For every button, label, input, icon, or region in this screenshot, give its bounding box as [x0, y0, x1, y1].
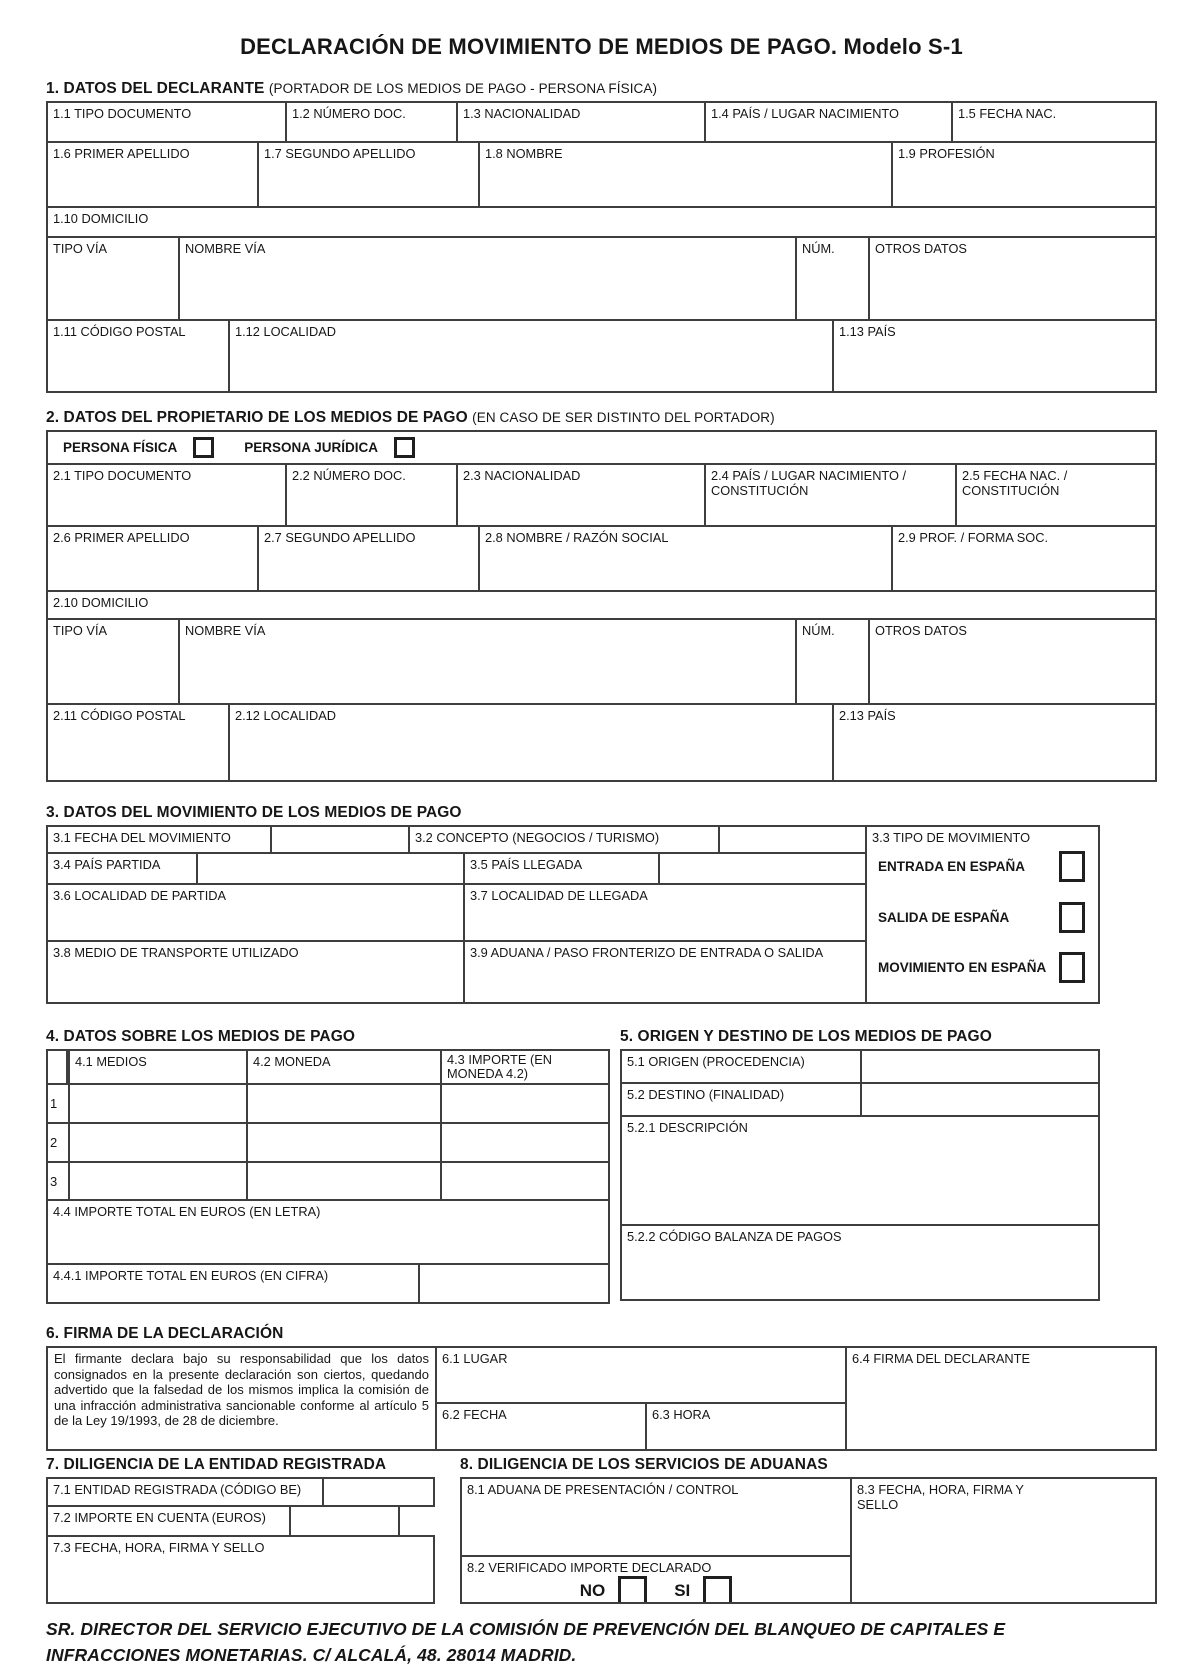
section8: [460, 1456, 1157, 1604]
moneda-3-input[interactable]: [248, 1163, 442, 1199]
field-4-4-1-label: 4.4.1 IMPORTE TOTAL EN EUROS (EN CIFRA): [53, 1268, 329, 1283]
entrada-espana-checkbox[interactable]: [1059, 851, 1085, 882]
field-3-7-localidad-llegada[interactable]: [465, 885, 865, 940]
field-1-num[interactable]: [797, 238, 870, 319]
section2-heading: [46, 409, 1157, 427]
field-5-1-origen: [622, 1051, 862, 1082]
field-5-2-1-descripcion[interactable]: [622, 1117, 1098, 1224]
field-5-2-destino: [622, 1084, 862, 1115]
column-4-3-label: 4.3 IMPORTE (EN MONEDA 4.2): [447, 1052, 553, 1082]
field-6-3-hora[interactable]: [647, 1404, 845, 1449]
section1-row-domicilio: [48, 208, 1155, 238]
field-1-nombre-via-label: NOMBRE VÍA: [185, 241, 266, 256]
field-1-2-label: 1.2 NÚMERO DOC.: [292, 106, 406, 121]
field-6-3-label: 6.3 HORA: [652, 1407, 711, 1422]
section4-heading: 4. DATOS SOBRE LOS MEDIOS DE PAGO: [46, 1028, 356, 1045]
section5-row-origen: [622, 1051, 1098, 1084]
field-2-4-label: 2.4 PAÍS / LUGAR NACIMIENTO / CONSTITUCIÓN: [711, 468, 907, 499]
field-2-4-pais-lugar-nacimiento-constitucion[interactable]: [706, 465, 957, 525]
field-1-3-label: 1.3 NACIONALIDAD: [463, 106, 581, 121]
column-4-1-label: 4.1 MEDIOS: [75, 1054, 147, 1069]
field-6-1-label: 6.1 LUGAR: [442, 1351, 508, 1366]
field-2-tipo-via-label: TIPO VÍA: [53, 623, 108, 638]
section3-row-paises: [48, 854, 865, 885]
section3-heading: 3. DATOS DEL MOVIMIENTO DE LOS MEDIOS DE PAGO: [46, 804, 462, 821]
section3-table: [46, 825, 1100, 1004]
section5: [620, 1028, 1100, 1301]
section1-heading-bold: 1. DATOS DEL DECLARANTE: [46, 80, 265, 97]
field-3-7-label: 3.7 LOCALIDAD DE LLEGADA: [470, 888, 648, 903]
field-2-nombre-via[interactable]: [180, 620, 797, 703]
field-7-2-importe-cuenta: [48, 1507, 291, 1535]
section1-row-via: [48, 238, 1155, 321]
field-6-2-label: 6.2 FECHA: [442, 1407, 507, 1422]
field-2-num-label: NÚM.: [802, 623, 835, 638]
field-5-2-input[interactable]: [862, 1084, 1098, 1115]
field-8-1-label: 8.1 ADUANA DE PRESENTACIÓN / CONTROL: [467, 1482, 739, 1497]
field-3-2-concepto: [410, 827, 720, 852]
field-2-8-nombre-razon-social[interactable]: [480, 527, 893, 590]
field-7-1-input[interactable]: [324, 1479, 433, 1505]
field-7-1-entidad-registrada: [48, 1479, 324, 1505]
medios-row-1: [48, 1085, 608, 1124]
field-2-8-label: 2.8 NOMBRE / RAZÓN SOCIAL: [485, 530, 669, 545]
field-2-2-numero-doc[interactable]: [287, 465, 458, 525]
column-4-2-label: 4.2 MONEDA: [253, 1054, 331, 1069]
field-6-4-firma-declarante[interactable]: [847, 1348, 1155, 1449]
field-8-2-label: 8.2 VERIFICADO IMPORTE DECLARADO: [467, 1560, 712, 1575]
field-2-tipo-via[interactable]: [48, 620, 180, 703]
section4: [46, 1028, 610, 1304]
field-1-num-label: NÚM.: [802, 241, 835, 256]
section7-row-entidad: [46, 1477, 435, 1507]
section3-left: [48, 827, 867, 1002]
field-6-2-fecha[interactable]: [437, 1404, 647, 1449]
field-8-2-verificado-importe: [462, 1557, 850, 1602]
field-7-2-label: 7.2 IMPORTE EN CUENTA (EUROS): [53, 1510, 266, 1525]
section6-table: [46, 1346, 1157, 1451]
section4-row-importe-letra: [48, 1201, 608, 1265]
field-2-12-label: 2.12 LOCALIDAD: [235, 708, 337, 723]
field-7-3-fecha-hora-firma-sello[interactable]: [48, 1537, 433, 1602]
field-3-5-input[interactable]: [660, 854, 865, 883]
field-1-8-nombre[interactable]: [480, 143, 893, 206]
field-1-tipo-via[interactable]: [48, 238, 180, 319]
field-4-4-importe-total-letra[interactable]: [48, 1201, 608, 1263]
medios-1-input[interactable]: [68, 1085, 248, 1122]
section2-table: [46, 430, 1157, 782]
section1-row-localidad: [48, 321, 1155, 391]
field-2-otros-datos[interactable]: [870, 620, 1155, 703]
field-1-3-nacionalidad[interactable]: [458, 103, 706, 141]
field-3-5-pais-llegada: [465, 854, 660, 883]
section2-row-localidad: [48, 705, 1155, 780]
importe-3-input[interactable]: [442, 1163, 608, 1199]
section7: [46, 1456, 435, 1604]
moneda-1-input[interactable]: [248, 1085, 442, 1122]
section4-table: [46, 1049, 610, 1304]
field-1-11-codigo-postal[interactable]: [48, 321, 230, 391]
section5-row-balanza: [622, 1226, 1098, 1299]
field-1-1-tipo-documento[interactable]: [48, 103, 287, 141]
section1-heading-sub: (PORTADOR DE LOS MEDIOS DE PAGO - PERSONA FÍSICA): [268, 81, 658, 96]
section1-row-name: [48, 143, 1155, 208]
field-1-9-label: 1.9 PROFESIÓN: [898, 146, 995, 161]
field-2-9-label: 2.9 PROF. / FORMA SOC.: [898, 530, 1049, 545]
section2-heading-sub: (EN CASO DE SER DISTINTO DEL PORTADOR): [472, 410, 775, 425]
field-3-2-input[interactable]: [720, 827, 865, 852]
field-2-1-label: 2.1 TIPO DOCUMENTO: [53, 468, 192, 483]
importe-2-input[interactable]: [442, 1124, 608, 1161]
no-label: NO: [579, 1580, 606, 1600]
column-4-1-medios: [68, 1051, 248, 1083]
field-2-10-label: 2.10 DOMICILIO: [53, 595, 149, 610]
verificado-no-checkbox[interactable]: [618, 1576, 647, 1602]
field-3-6-label: 3.6 LOCALIDAD DE PARTIDA: [53, 888, 227, 903]
tipo-movimiento-options: [872, 845, 1093, 995]
field-3-9-aduana-paso-fronterizo[interactable]: [465, 942, 865, 1002]
persona-juridica-checkbox[interactable]: [394, 437, 415, 458]
field-2-9-prof-forma-soc[interactable]: [893, 527, 1155, 590]
moneda-2-input[interactable]: [248, 1124, 442, 1161]
column-4-3-importe: [442, 1051, 608, 1083]
verificado-options: [467, 1576, 845, 1602]
field-2-7-segundo-apellido[interactable]: [259, 527, 480, 590]
field-3-1-input[interactable]: [272, 827, 410, 852]
section1-row-identity: [48, 103, 1155, 143]
field-3-9-label: 3.9 ADUANA / PASO FRONTERIZO DE ENTRADA O SALIDA: [470, 945, 824, 960]
section7-heading: 7. DILIGENCIA DE LA ENTIDAD REGISTRADA: [46, 1456, 387, 1473]
field-1-6-primer-apellido[interactable]: [48, 143, 259, 206]
movimiento-espana-checkbox[interactable]: [1059, 952, 1085, 983]
option-movimiento-espana: [878, 952, 1085, 983]
field-3-6-localidad-partida[interactable]: [48, 885, 465, 940]
section7-row-firma: [46, 1535, 435, 1604]
field-1-5-fecha-nac[interactable]: [953, 103, 1155, 141]
column-4-2-moneda: [248, 1051, 442, 1083]
declaration-statement: [48, 1348, 437, 1449]
medios-row-3-number: 3: [50, 1173, 58, 1189]
field-2-otros-datos-label: OTROS DATOS: [875, 623, 967, 638]
field-2-5-label: 2.5 FECHA NAC. / CONSTITUCIÓN: [962, 468, 1068, 499]
field-2-11-label: 2.11 CÓDIGO POSTAL: [53, 708, 186, 723]
field-2-13-pais[interactable]: [834, 705, 1155, 780]
field-7-3-label: 7.3 FECHA, HORA, FIRMA Y SELLO: [53, 1540, 265, 1555]
field-1-10-label: 1.10 DOMICILIO: [53, 211, 149, 226]
field-2-6-label: 2.6 PRIMER APELLIDO: [53, 530, 190, 545]
medios-row-2-number: 2: [50, 1135, 58, 1150]
field-1-6-label: 1.6 PRIMER APELLIDO: [53, 146, 190, 161]
field-1-5-label: 1.5 FECHA NAC.: [958, 106, 1057, 121]
field-6-4-label: 6.4 FIRMA DEL DECLARANTE: [852, 1351, 1031, 1366]
field-3-4-input[interactable]: [198, 854, 465, 883]
declaration-text: El firmante declara bajo su responsabilidad que los datos consignados en la presente declaración son ciertos, quedando advertido que la falsedad de los mismos implica la comisión de una infracción administrativa sancionable conforme al artículo 5 de la Ley 19/1993, de 28 de diciembre.: [54, 1351, 429, 1429]
field-3-4-label: 3.4 PAÍS PARTIDA: [53, 857, 161, 872]
section2-row-identity: [48, 465, 1155, 527]
persona-fisica-label: PERSONA FÍSICA: [63, 440, 178, 455]
field-5-1-label: 5.1 ORIGEN (PROCEDENCIA): [627, 1054, 805, 1069]
section6-heading: 6. FIRMA DE LA DECLARACIÓN: [46, 1325, 284, 1342]
section5-row-descripcion: [622, 1117, 1098, 1226]
field-2-12-localidad[interactable]: [230, 705, 834, 780]
section6-fecha-hora-row: [437, 1404, 845, 1449]
field-2-num[interactable]: [797, 620, 870, 703]
field-2-5-fecha-nac-constitucion[interactable]: [957, 465, 1155, 525]
section8-table: [460, 1477, 1157, 1604]
section2-row-name: [48, 527, 1155, 592]
field-6-1-lugar[interactable]: [437, 1348, 845, 1404]
medios-row-1-number: 1: [50, 1096, 58, 1111]
salida-espana-checkbox[interactable]: [1059, 902, 1085, 933]
field-5-2-2-codigo-balanza[interactable]: [622, 1226, 1098, 1299]
field-1-12-label: 1.12 LOCALIDAD: [235, 324, 337, 339]
field-1-otros-datos-label: OTROS DATOS: [875, 241, 967, 256]
field-1-2-numero-doc[interactable]: [287, 103, 458, 141]
field-8-1-aduana-presentacion[interactable]: [462, 1479, 850, 1557]
footer-line-2: INFRACCIONES MONETARIAS. C/ ALCALÁ, 48. 28014 MADRID.: [46, 1645, 577, 1666]
field-1-4-pais-lugar-nacimiento[interactable]: [706, 103, 953, 141]
field-4-4-label: 4.4 IMPORTE TOTAL EN EUROS (EN LETRA): [53, 1204, 321, 1219]
field-3-1-fecha-movimiento: [48, 827, 272, 852]
section5-table: [620, 1049, 1100, 1301]
field-1-9-profesion[interactable]: [893, 143, 1155, 206]
field-5-2-1-label: 5.2.1 DESCRIPCIÓN: [627, 1120, 748, 1135]
field-8-3-label: 8.3 FECHA, HORA, FIRMA Y SELLO: [857, 1482, 1024, 1513]
field-1-11-label: 1.11 CÓDIGO POSTAL: [53, 324, 186, 339]
verificado-si-checkbox[interactable]: [703, 1576, 732, 1602]
field-1-13-label: 1.13 PAÍS: [839, 324, 896, 339]
field-1-7-segundo-apellido[interactable]: [259, 143, 480, 206]
field-3-3-label: 3.3 TIPO DE MOVIMIENTO: [872, 830, 1031, 845]
field-3-2-label: 3.2 CONCEPTO (NEGOCIOS / TURISMO): [415, 830, 660, 845]
field-1-12-localidad[interactable]: [230, 321, 834, 391]
field-2-3-label: 2.3 NACIONALIDAD: [463, 468, 581, 483]
field-2-7-label: 2.7 SEGUNDO APELLIDO: [264, 530, 416, 545]
field-2-2-label: 2.2 NÚMERO DOC.: [292, 468, 406, 483]
section2-row-persona: [48, 432, 1155, 465]
field-1-10-domicilio[interactable]: [48, 208, 1155, 236]
medios-row-number-header: [48, 1051, 68, 1083]
section3-row-transporte: [48, 942, 865, 1002]
medios-row-3: [48, 1163, 608, 1201]
si-label: SI: [674, 1580, 691, 1600]
section4-row-importe-cifra: [48, 1265, 608, 1302]
section5-row-destino: [622, 1084, 1098, 1117]
option-salida-espana: [878, 902, 1085, 933]
section8-left: [462, 1479, 852, 1602]
section3-row-fecha-concepto: [48, 827, 865, 854]
field-7-1-label: 7.1 ENTIDAD REGISTRADA (CÓDIGO BE): [53, 1482, 302, 1497]
option-salida-label: SALIDA DE ESPAÑA: [878, 909, 1010, 925]
field-1-8-label: 1.8 NOMBRE: [485, 146, 563, 161]
field-2-3-nacionalidad[interactable]: [458, 465, 706, 525]
field-2-11-codigo-postal[interactable]: [48, 705, 230, 780]
field-8-3-fecha-hora-firma-sello[interactable]: [852, 1479, 1155, 1602]
field-3-8-medio-transporte[interactable]: [48, 942, 465, 1002]
section3-row-localidades: [48, 885, 865, 942]
section6-middle: [437, 1348, 847, 1449]
footer-line-1: SR. DIRECTOR DEL SERVICIO EJECUTIVO DE LA COMISIÓN DE PREVENCIÓN DEL BLANQUEO DE CAPITALES E: [46, 1619, 1006, 1639]
field-1-nombre-via[interactable]: [180, 238, 797, 319]
section1-heading: [46, 80, 1157, 98]
field-4-4-1-importe-total-cifra: [48, 1265, 420, 1302]
field-1-13-pais[interactable]: [834, 321, 1155, 391]
footer-address: [46, 1616, 1157, 1669]
form-title: DECLARACIÓN DE MOVIMIENTO DE MEDIOS DE PAGO. Modelo S-1: [240, 34, 963, 59]
section5-heading: 5. ORIGEN Y DESTINO DE LOS MEDIOS DE PAGO: [620, 1028, 992, 1045]
field-5-1-input[interactable]: [862, 1051, 1098, 1082]
field-5-2-label: 5.2 DESTINO (FINALIDAD): [627, 1087, 785, 1102]
field-1-1-label: 1.1 TIPO DOCUMENTO: [53, 106, 192, 121]
section1-table: [46, 101, 1157, 393]
field-3-8-label: 3.8 MEDIO DE TRANSPORTE UTILIZADO: [53, 945, 299, 960]
importe-1-input[interactable]: [442, 1085, 608, 1122]
persona-juridica-label: PERSONA JURÍDICA: [244, 440, 379, 455]
section2-heading-bold: 2. DATOS DEL PROPIETARIO DE LOS MEDIOS DE PAGO: [46, 409, 468, 426]
field-2-10-domicilio[interactable]: [48, 592, 1155, 618]
section7-row-importe: [46, 1505, 400, 1537]
section8-heading: 8. DILIGENCIA DE LOS SERVICIOS DE ADUANAS: [460, 1456, 828, 1473]
option-movimiento-label: MOVIMIENTO EN ESPAÑA: [878, 960, 1047, 975]
section7-table: [46, 1477, 435, 1604]
field-2-13-label: 2.13 PAÍS: [839, 708, 896, 723]
field-2-nombre-via-label: NOMBRE VÍA: [185, 623, 266, 638]
medios-row-2: [48, 1124, 608, 1163]
field-3-4-pais-partida: [48, 854, 198, 883]
option-entrada-label: ENTRADA EN ESPAÑA: [878, 859, 1026, 874]
medios-2-input[interactable]: [68, 1124, 248, 1161]
field-1-otros-datos[interactable]: [870, 238, 1155, 319]
persona-fisica-checkbox[interactable]: [193, 437, 214, 458]
field-5-2-2-label: 5.2.2 CÓDIGO BALANZA DE PAGOS: [627, 1229, 842, 1244]
section2-row-domicilio: [48, 592, 1155, 620]
field-7-2-input[interactable]: [291, 1507, 398, 1535]
field-4-4-1-input[interactable]: [420, 1265, 608, 1302]
field-2-1-tipo-documento[interactable]: [48, 465, 287, 525]
field-1-7-label: 1.7 SEGUNDO APELLIDO: [264, 146, 416, 161]
field-3-5-label: 3.5 PAÍS LLEGADA: [470, 857, 583, 872]
field-1-4-label: 1.4 PAÍS / LUGAR NACIMIENTO: [711, 106, 899, 121]
field-3-1-label: 3.1 FECHA DEL MOVIMIENTO: [53, 830, 231, 845]
field-1-tipo-via-label: TIPO VÍA: [53, 241, 108, 256]
field-2-6-primer-apellido[interactable]: [48, 527, 259, 590]
section4-header-row: [48, 1051, 608, 1085]
section2-row-via: [48, 620, 1155, 705]
medios-3-input[interactable]: [68, 1163, 248, 1199]
field-3-3-tipo-movimiento: [867, 827, 1098, 1002]
option-entrada-espana: [878, 851, 1085, 882]
